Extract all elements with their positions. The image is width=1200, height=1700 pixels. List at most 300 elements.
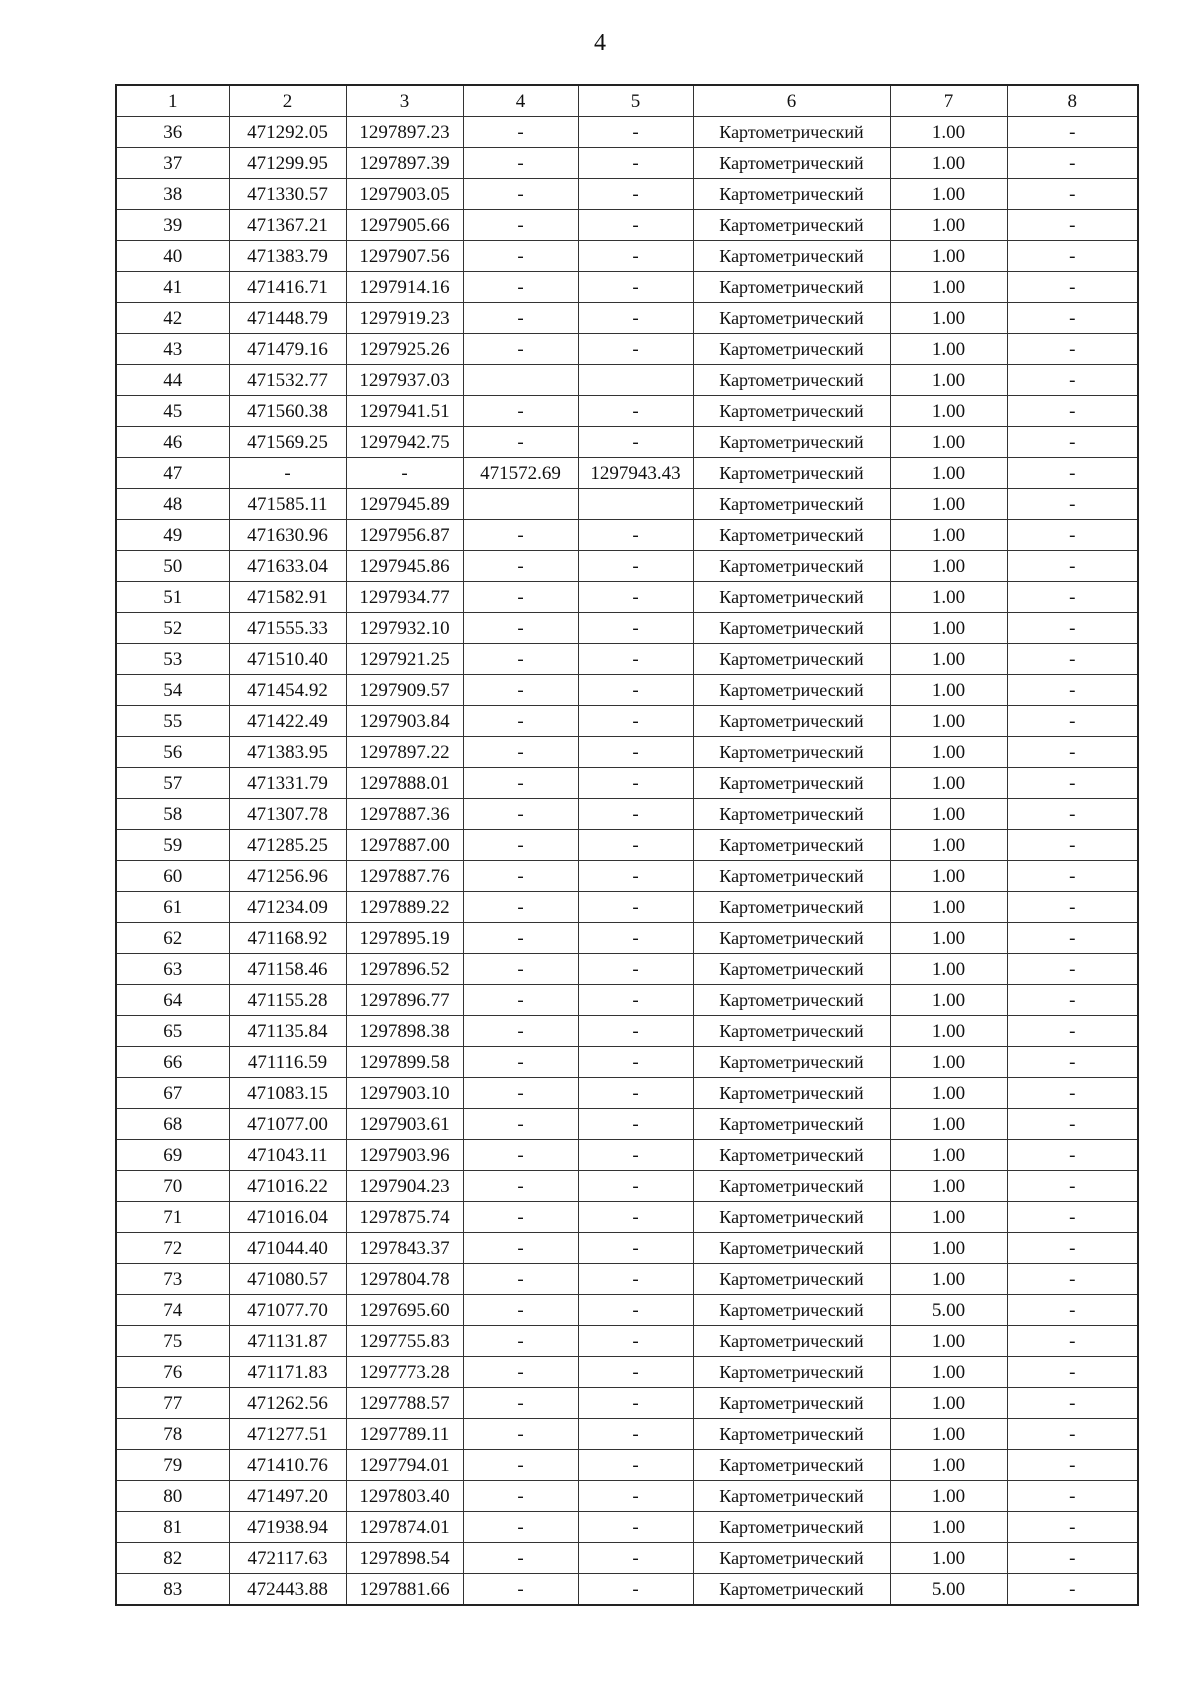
table-cell-col-5: -	[578, 1202, 693, 1233]
table-cell-col-2: 471135.84	[229, 1016, 346, 1047]
table-cell-col-8: -	[1007, 1047, 1138, 1078]
table-cell-col-7: 1.00	[890, 1109, 1007, 1140]
table-cell-col-7: 1.00	[890, 923, 1007, 954]
table-row	[116, 954, 1138, 985]
table-cell-col-1: 77	[116, 1388, 229, 1419]
table-cell-col-6: Картометрический	[693, 1264, 890, 1295]
table-cell-col-8: -	[1007, 613, 1138, 644]
table-cell-col-6: Картометрический	[693, 582, 890, 613]
table-cell-col-8: -	[1007, 1326, 1138, 1357]
table-cell-col-6: Картометрический	[693, 489, 890, 520]
table-cell-col-1: 56	[116, 737, 229, 768]
table-cell-col-6: Картометрический	[693, 768, 890, 799]
table-cell-col-4: -	[463, 1078, 578, 1109]
table-cell-col-8: -	[1007, 210, 1138, 241]
table-cell-col-1: 75	[116, 1326, 229, 1357]
table-cell-col-6: Картометрический	[693, 1481, 890, 1512]
table-cell-col-7: 1.00	[890, 1202, 1007, 1233]
table-cell-col-7: 1.00	[890, 1419, 1007, 1450]
table-cell-col-3: 1297896.52	[346, 954, 463, 985]
table-cell-col-3: 1297905.66	[346, 210, 463, 241]
table-cell-col-5: -	[578, 551, 693, 582]
table-cell-col-1: 64	[116, 985, 229, 1016]
table-cell-col-3: 1297896.77	[346, 985, 463, 1016]
table-cell-col-1: 48	[116, 489, 229, 520]
table-cell-col-1: 78	[116, 1419, 229, 1450]
table-cell-col-3: 1297898.54	[346, 1543, 463, 1574]
table-cell-col-7: 1.00	[890, 148, 1007, 179]
table-cell-col-2: 471367.21	[229, 210, 346, 241]
table-cell-col-7: 1.00	[890, 799, 1007, 830]
table-cell-col-5: -	[578, 1450, 693, 1481]
table-cell-col-7: 1.00	[890, 892, 1007, 923]
table-cell-col-6: Картометрический	[693, 861, 890, 892]
table-cell-col-6: Картометрический	[693, 241, 890, 272]
table-cell-col-3: 1297945.86	[346, 551, 463, 582]
table-cell-col-3: 1297898.38	[346, 1016, 463, 1047]
table-cell-col-8: -	[1007, 830, 1138, 861]
column-header-4: 4	[463, 85, 578, 117]
table-cell-col-4: -	[463, 1450, 578, 1481]
table-cell-col-3: 1297773.28	[346, 1357, 463, 1388]
table-cell-col-4	[463, 365, 578, 396]
table-cell-col-4: -	[463, 427, 578, 458]
table-cell-col-8: -	[1007, 148, 1138, 179]
table-cell-col-2: 471383.79	[229, 241, 346, 272]
table-cell-col-4: -	[463, 334, 578, 365]
table-cell-col-1: 49	[116, 520, 229, 551]
table-cell-col-5	[578, 489, 693, 520]
table-cell-col-4: -	[463, 582, 578, 613]
table-cell-col-6: Картометрический	[693, 1574, 890, 1606]
table-cell-col-6: Картометрический	[693, 1078, 890, 1109]
table-row	[116, 458, 1138, 489]
table-cell-col-2: 471633.04	[229, 551, 346, 582]
table-cell-col-2: 471585.11	[229, 489, 346, 520]
table-cell-col-5: -	[578, 1264, 693, 1295]
table-row	[116, 675, 1138, 706]
table-cell-col-4: -	[463, 1326, 578, 1357]
table-cell-col-7: 1.00	[890, 1233, 1007, 1264]
table-cell-col-1: 65	[116, 1016, 229, 1047]
table-cell-col-7: 1.00	[890, 520, 1007, 551]
table-cell-col-3: 1297941.51	[346, 396, 463, 427]
table-cell-col-5: -	[578, 644, 693, 675]
table-cell-col-5: -	[578, 117, 693, 148]
table-cell-col-7: 1.00	[890, 582, 1007, 613]
table-cell-col-5: -	[578, 1295, 693, 1326]
table-cell-col-4: -	[463, 644, 578, 675]
table-row	[116, 1326, 1138, 1357]
table-cell-col-4: -	[463, 303, 578, 334]
table-cell-col-6: Картометрический	[693, 892, 890, 923]
table-cell-col-7: 1.00	[890, 303, 1007, 334]
table-row	[116, 1512, 1138, 1543]
table-cell-col-3: 1297888.01	[346, 768, 463, 799]
table-cell-col-8: -	[1007, 1233, 1138, 1264]
table-cell-col-5: -	[578, 1233, 693, 1264]
table-cell-col-7: 1.00	[890, 985, 1007, 1016]
table-cell-col-1: 55	[116, 706, 229, 737]
table-cell-col-3: 1297914.16	[346, 272, 463, 303]
table-cell-col-8: -	[1007, 1202, 1138, 1233]
table-cell-col-7: 1.00	[890, 706, 1007, 737]
table-cell-col-5: -	[578, 1419, 693, 1450]
table-cell-col-7: 1.00	[890, 954, 1007, 985]
table-cell-col-7: 1.00	[890, 272, 1007, 303]
table-cell-col-1: 45	[116, 396, 229, 427]
table-row	[116, 1171, 1138, 1202]
table-cell-col-6: Картометрический	[693, 396, 890, 427]
table-cell-col-8: -	[1007, 117, 1138, 148]
table-cell-col-6: Картометрический	[693, 427, 890, 458]
table-cell-col-2: 471560.38	[229, 396, 346, 427]
table-cell-col-4: -	[463, 1357, 578, 1388]
table-cell-col-2: 471158.46	[229, 954, 346, 985]
table-cell-col-7: 1.00	[890, 1357, 1007, 1388]
table-cell-col-8: -	[1007, 272, 1138, 303]
table-row	[116, 489, 1138, 520]
table-cell-col-5: -	[578, 1016, 693, 1047]
table-row	[116, 985, 1138, 1016]
table-cell-col-3: 1297889.22	[346, 892, 463, 923]
table-row	[116, 303, 1138, 334]
table-cell-col-4: -	[463, 1388, 578, 1419]
table-cell-col-2: 471410.76	[229, 1450, 346, 1481]
table-cell-col-5: -	[578, 1357, 693, 1388]
table-cell-col-6: Картометрический	[693, 644, 890, 675]
table-row	[116, 1078, 1138, 1109]
table-cell-col-7: 1.00	[890, 861, 1007, 892]
table-cell-col-8: -	[1007, 179, 1138, 210]
table-cell-col-6: Картометрический	[693, 179, 890, 210]
table-cell-col-3: 1297897.39	[346, 148, 463, 179]
table-cell-col-8: -	[1007, 1016, 1138, 1047]
table-row	[116, 1016, 1138, 1047]
table-cell-col-1: 76	[116, 1357, 229, 1388]
table-cell-col-5: -	[578, 799, 693, 830]
table-cell-col-1: 83	[116, 1574, 229, 1606]
table-cell-col-7: 1.00	[890, 1326, 1007, 1357]
table-cell-col-1: 60	[116, 861, 229, 892]
table-cell-col-2: 471630.96	[229, 520, 346, 551]
table-cell-col-6: Картометрический	[693, 1388, 890, 1419]
table-cell-col-6: Картометрический	[693, 458, 890, 489]
table-cell-col-8: -	[1007, 1264, 1138, 1295]
table-cell-col-3: 1297956.87	[346, 520, 463, 551]
table-cell-col-5: -	[578, 582, 693, 613]
table-row	[116, 1574, 1138, 1606]
table-cell-col-5: -	[578, 675, 693, 706]
table-cell-col-3: 1297897.23	[346, 117, 463, 148]
table-cell-col-2: 471582.91	[229, 582, 346, 613]
table-cell-col-8: -	[1007, 582, 1138, 613]
table-cell-col-4: -	[463, 1543, 578, 1574]
table-row	[116, 241, 1138, 272]
table-row	[116, 737, 1138, 768]
table-cell-col-2: 471416.71	[229, 272, 346, 303]
table-cell-col-5: -	[578, 892, 693, 923]
table-cell-col-3: 1297887.36	[346, 799, 463, 830]
table-cell-col-4: -	[463, 148, 578, 179]
table-cell-col-1: 57	[116, 768, 229, 799]
table-row	[116, 613, 1138, 644]
table-cell-col-5: -	[578, 613, 693, 644]
table-cell-col-8: -	[1007, 644, 1138, 675]
table-cell-col-1: 39	[116, 210, 229, 241]
table-cell-col-1: 42	[116, 303, 229, 334]
table-cell-col-8: -	[1007, 1574, 1138, 1606]
table-cell-col-3: 1297695.60	[346, 1295, 463, 1326]
column-header-7: 7	[890, 85, 1007, 117]
table-cell-col-6: Картометрический	[693, 1140, 890, 1171]
table-cell-col-2: 471256.96	[229, 861, 346, 892]
table-body	[116, 117, 1138, 1606]
table-cell-col-3: 1297881.66	[346, 1574, 463, 1606]
column-header-1: 1	[116, 85, 229, 117]
table-cell-col-2: 471171.83	[229, 1357, 346, 1388]
table-cell-col-2: 472117.63	[229, 1543, 346, 1574]
table-cell-col-4: -	[463, 1419, 578, 1450]
table-cell-col-5: -	[578, 148, 693, 179]
table-cell-col-6: Картометрический	[693, 830, 890, 861]
table-cell-col-3: 1297895.19	[346, 923, 463, 954]
table-cell-col-1: 69	[116, 1140, 229, 1171]
column-header-5: 5	[578, 85, 693, 117]
table-cell-col-1: 37	[116, 148, 229, 179]
table-cell-col-3: 1297937.03	[346, 365, 463, 396]
table-cell-col-6: Картометрический	[693, 1357, 890, 1388]
table-cell-col-4: -	[463, 1202, 578, 1233]
table-cell-col-4: -	[463, 985, 578, 1016]
table-cell-col-2: 471331.79	[229, 768, 346, 799]
table-cell-col-8: -	[1007, 365, 1138, 396]
table-cell-col-7: 1.00	[890, 1171, 1007, 1202]
table-cell-col-2: 472443.88	[229, 1574, 346, 1606]
table-cell-col-3: 1297903.10	[346, 1078, 463, 1109]
table-row	[116, 396, 1138, 427]
table-cell-col-2: 471077.70	[229, 1295, 346, 1326]
table-cell-col-6: Картометрический	[693, 1202, 890, 1233]
table-cell-col-7: 1.00	[890, 675, 1007, 706]
table-cell-col-1: 53	[116, 644, 229, 675]
table-cell-col-2: 471285.25	[229, 830, 346, 861]
table-row	[116, 1450, 1138, 1481]
table-cell-col-8: -	[1007, 1357, 1138, 1388]
table-cell-col-2: 471234.09	[229, 892, 346, 923]
table-row	[116, 861, 1138, 892]
table-cell-col-8: -	[1007, 458, 1138, 489]
table-cell-col-1: 44	[116, 365, 229, 396]
table-cell-col-4: -	[463, 1047, 578, 1078]
table-cell-col-7: 1.00	[890, 117, 1007, 148]
table-cell-col-8: -	[1007, 303, 1138, 334]
table-cell-col-1: 40	[116, 241, 229, 272]
table-cell-col-4: -	[463, 1140, 578, 1171]
table-cell-col-6: Картометрический	[693, 613, 890, 644]
table-cell-col-7: 1.00	[890, 210, 1007, 241]
table-row	[116, 1543, 1138, 1574]
table-cell-col-4: -	[463, 799, 578, 830]
table-cell-col-5: -	[578, 923, 693, 954]
table-cell-col-7: 5.00	[890, 1574, 1007, 1606]
table-cell-col-2: 471479.16	[229, 334, 346, 365]
table-cell-col-3: 1297903.84	[346, 706, 463, 737]
table-cell-col-8: -	[1007, 551, 1138, 582]
table-cell-col-7: 1.00	[890, 768, 1007, 799]
table-cell-col-2: 471168.92	[229, 923, 346, 954]
table-cell-col-1: 79	[116, 1450, 229, 1481]
table-cell-col-8: -	[1007, 1481, 1138, 1512]
table-cell-col-1: 70	[116, 1171, 229, 1202]
table-cell-col-3: 1297794.01	[346, 1450, 463, 1481]
table-cell-col-2: 471262.56	[229, 1388, 346, 1419]
table-cell-col-3: 1297921.25	[346, 644, 463, 675]
table-cell-col-2: 471383.95	[229, 737, 346, 768]
table-cell-col-1: 67	[116, 1078, 229, 1109]
table-cell-col-6: Картометрический	[693, 1295, 890, 1326]
table-cell-col-6: Картометрический	[693, 1419, 890, 1450]
table-cell-col-2: 471330.57	[229, 179, 346, 210]
table-cell-col-5: -	[578, 272, 693, 303]
table-cell-col-1: 59	[116, 830, 229, 861]
table-cell-col-6: Картометрический	[693, 923, 890, 954]
table-cell-col-1: 71	[116, 1202, 229, 1233]
table-cell-col-2: 471155.28	[229, 985, 346, 1016]
table-row	[116, 892, 1138, 923]
table-cell-col-8: -	[1007, 892, 1138, 923]
table-cell-col-8: -	[1007, 396, 1138, 427]
table-cell-col-3: 1297803.40	[346, 1481, 463, 1512]
table-cell-col-8: -	[1007, 241, 1138, 272]
table-cell-col-3: 1297903.96	[346, 1140, 463, 1171]
table-cell-col-4: -	[463, 1264, 578, 1295]
table-cell-col-6: Картометрический	[693, 1326, 890, 1357]
table-cell-col-5: -	[578, 210, 693, 241]
table-cell-col-5: -	[578, 954, 693, 985]
table-cell-col-8: -	[1007, 675, 1138, 706]
table-cell-col-7: 1.00	[890, 1388, 1007, 1419]
column-header-8: 8	[1007, 85, 1138, 117]
table-cell-col-5: -	[578, 1481, 693, 1512]
table-cell-col-6: Картометрический	[693, 334, 890, 365]
table-cell-col-4: -	[463, 241, 578, 272]
table-cell-col-1: 73	[116, 1264, 229, 1295]
table-cell-col-8: -	[1007, 1419, 1138, 1450]
table-cell-col-4: -	[463, 613, 578, 644]
table-cell-col-7: 1.00	[890, 458, 1007, 489]
table-cell-col-5: -	[578, 427, 693, 458]
table-cell-col-4: -	[463, 1109, 578, 1140]
table-row	[116, 830, 1138, 861]
table-cell-col-5: -	[578, 1140, 693, 1171]
table-cell-col-2: 471016.22	[229, 1171, 346, 1202]
table-cell-col-7: 1.00	[890, 179, 1007, 210]
table-cell-col-7: 1.00	[890, 334, 1007, 365]
table-cell-col-2: 471299.95	[229, 148, 346, 179]
table-cell-col-1: 47	[116, 458, 229, 489]
table-cell-col-5: -	[578, 241, 693, 272]
table-cell-col-4: -	[463, 830, 578, 861]
table-cell-col-6: Картометрический	[693, 551, 890, 582]
table-row	[116, 582, 1138, 613]
table-cell-col-4: -	[463, 1512, 578, 1543]
table-cell-col-1: 36	[116, 117, 229, 148]
table-cell-col-5: -	[578, 1512, 693, 1543]
table-row	[116, 706, 1138, 737]
table-cell-col-2: 471116.59	[229, 1047, 346, 1078]
table-row	[116, 1233, 1138, 1264]
table-cell-col-5: -	[578, 1543, 693, 1574]
table-cell-col-5: -	[578, 768, 693, 799]
table-cell-col-5: 1297943.43	[578, 458, 693, 489]
table-cell-col-3: 1297903.05	[346, 179, 463, 210]
table-cell-col-7: 1.00	[890, 1512, 1007, 1543]
table-cell-col-8: -	[1007, 1388, 1138, 1419]
table-cell-col-1: 41	[116, 272, 229, 303]
table-row	[116, 272, 1138, 303]
table-cell-col-1: 46	[116, 427, 229, 458]
table-cell-col-5: -	[578, 861, 693, 892]
table-cell-col-8: -	[1007, 1171, 1138, 1202]
table-cell-col-1: 82	[116, 1543, 229, 1574]
table-cell-col-1: 50	[116, 551, 229, 582]
table-row	[116, 117, 1138, 148]
table-cell-col-6: Картометрический	[693, 799, 890, 830]
table-cell-col-3: 1297874.01	[346, 1512, 463, 1543]
table-cell-col-4: -	[463, 1481, 578, 1512]
table-cell-col-6: Картометрический	[693, 706, 890, 737]
table-row	[116, 768, 1138, 799]
table-row	[116, 1047, 1138, 1078]
table-cell-col-5: -	[578, 737, 693, 768]
column-header-3: 3	[346, 85, 463, 117]
table-row	[116, 1481, 1138, 1512]
table-row	[116, 1264, 1138, 1295]
table-cell-col-8: -	[1007, 1109, 1138, 1140]
table-cell-col-6: Картометрический	[693, 520, 890, 551]
table-cell-col-1: 43	[116, 334, 229, 365]
table-cell-col-8: -	[1007, 1140, 1138, 1171]
table-cell-col-5: -	[578, 1078, 693, 1109]
table-cell-col-4: -	[463, 675, 578, 706]
table-cell-col-6: Картометрический	[693, 675, 890, 706]
table-row	[116, 799, 1138, 830]
table-cell-col-3: -	[346, 458, 463, 489]
table-cell-col-2: 471083.15	[229, 1078, 346, 1109]
table-cell-col-6: Картометрический	[693, 1109, 890, 1140]
table-cell-col-4: -	[463, 272, 578, 303]
table-cell-col-2: 471077.00	[229, 1109, 346, 1140]
table-row	[116, 1140, 1138, 1171]
table-cell-col-4: -	[463, 954, 578, 985]
table-cell-col-1: 58	[116, 799, 229, 830]
table-cell-col-3: 1297904.23	[346, 1171, 463, 1202]
table-cell-col-7: 1.00	[890, 241, 1007, 272]
table-cell-col-4: -	[463, 892, 578, 923]
table-cell-col-5: -	[578, 1574, 693, 1606]
table-cell-col-3: 1297907.56	[346, 241, 463, 272]
table-cell-col-6: Картометрический	[693, 1016, 890, 1047]
table-cell-col-1: 68	[116, 1109, 229, 1140]
table-cell-col-4	[463, 489, 578, 520]
table-cell-col-3: 1297788.57	[346, 1388, 463, 1419]
table-cell-col-2: 471292.05	[229, 117, 346, 148]
table-cell-col-1: 74	[116, 1295, 229, 1326]
table-cell-col-7: 1.00	[890, 737, 1007, 768]
table-cell-col-3: 1297903.61	[346, 1109, 463, 1140]
table-row	[116, 1202, 1138, 1233]
